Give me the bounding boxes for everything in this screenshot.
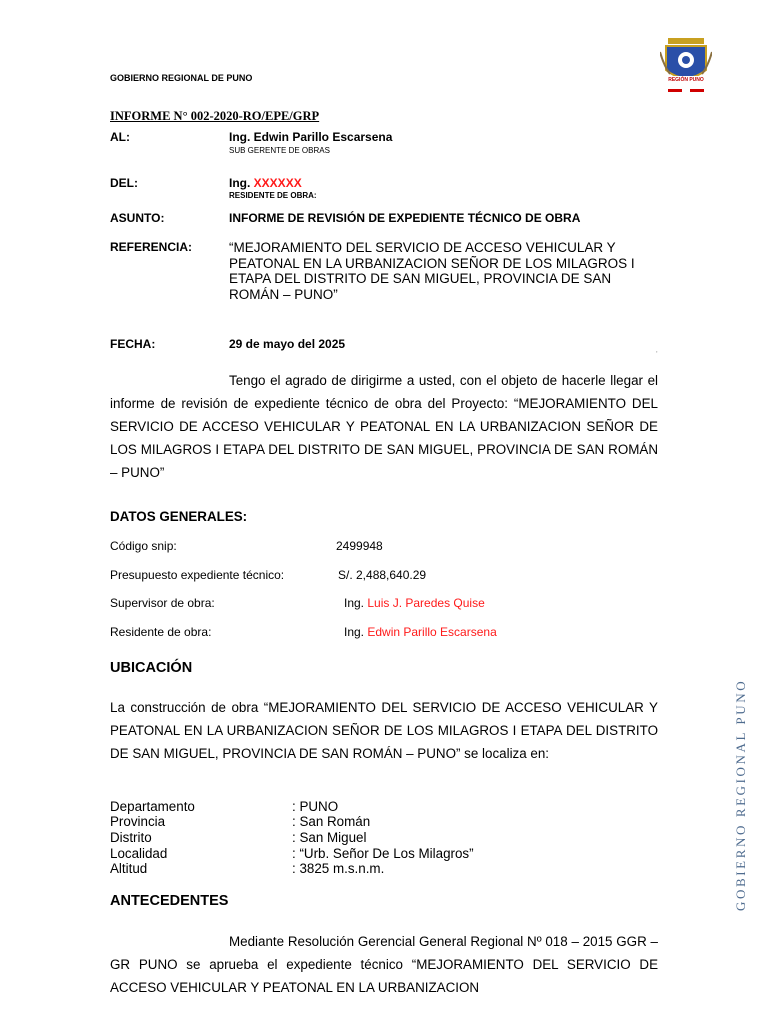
stray-mark: , [656, 348, 658, 354]
datos-row-snip-label: Código snip: [110, 539, 177, 553]
report-number: INFORME N° 002-2020-RO/EPE/GRP [110, 109, 320, 123]
residente-prefix: Ing. [344, 625, 365, 639]
loc-localidad-label: Localidad [110, 846, 168, 861]
organization-name: GOBIERNO REGIONAL DE PUNO [110, 73, 253, 83]
del-subtitle: RESIDENTE DE OBRA: [229, 191, 317, 200]
fecha-label: FECHA: [110, 337, 156, 351]
loc-departamento-label: Departamento [110, 799, 195, 814]
antecedentes-title: ANTECEDENTES [110, 893, 229, 909]
logo-label: REGIÓN PUNO [668, 77, 704, 83]
loc-provincia-value: : San Román [292, 814, 371, 829]
al-label: AL: [110, 130, 130, 144]
loc-distrito-value: : San Miguel [292, 830, 367, 845]
al-value: Ing. Edwin Parillo Escarsena [229, 130, 393, 144]
datos-row-residente-value [344, 625, 497, 639]
supervisor-name: Luis J. Paredes Quise [367, 596, 485, 610]
datos-row-presupuesto-label: Presupuesto expediente técnico: [110, 568, 285, 582]
region-puno-logo [660, 36, 712, 94]
side-vertical-text: GOBIERNO REGIONAL PUNO [733, 678, 748, 912]
loc-altitud-value: : 3825 m.s.n.m. [292, 861, 385, 876]
del-prefix: Ing. [229, 176, 251, 190]
loc-altitud-label: Altitud [110, 861, 148, 876]
datos-row-snip-value: 2499948 [336, 539, 383, 553]
loc-localidad-value: : “Urb. Señor De Los Milagros” [292, 846, 474, 861]
datos-row-presupuesto-value: S/. 2,488,640.29 [338, 568, 427, 582]
asunto-value: INFORME DE REVISIÓN DE EXPEDIENTE TÉCNICO DE OBRA [229, 211, 581, 225]
referencia-value: “MEJORAMIENTO DEL SERVICIO DE ACCESO VEHICULAR Y PEATONAL EN LA URBANIZACION SEÑOR DE LOS MILAGROS I ETAPA DEL DISTRITO DE SAN MIGUEL, PROVINCIA DE SAN ROMÁN – PUNO” [229, 240, 635, 302]
intro-paragraph: Tengo el agrado de dirigirme a usted, con el objeto de hacerle llegar el informe de revisión de expediente técnico de obra del Proyecto: “MEJORAMIENTO DEL SERVICIO DE ACCESO VEHICULAR Y PEATONAL EN LA URBANIZACION SEÑOR DE LOS MILAGROS I ETAPA DEL DISTRITO DE SAN MIGUEL, PROVINCIA DE SAN ROMÁN – PUNO” [110, 373, 658, 480]
datos-row-supervisor-value [344, 596, 485, 610]
supervisor-prefix: Ing. [344, 596, 365, 610]
datos-row-supervisor-label: Supervisor de obra: [110, 596, 215, 610]
referencia-label: REFERENCIA: [110, 240, 193, 254]
loc-provincia-label: Provincia [110, 814, 166, 829]
residente-name: Edwin Parillo Escarsena [367, 625, 497, 639]
ubicacion-title: UBICACIÓN [110, 660, 193, 676]
loc-departamento-value: : PUNO [292, 799, 339, 814]
del-value: XXXXXX [253, 176, 302, 190]
datos-generales-title: DATOS GENERALES: [110, 509, 248, 524]
ubicacion-paragraph: La construcción de obra “MEJORAMIENTO DEL SERVICIO DE ACCESO VEHICULAR Y PEATONAL EN LA URBANIZACION SEÑOR DE LOS MILAGROS I ETAPA DEL DISTRITO DE SAN MIGUEL, PROVINCIA DE SAN ROMÁN – PUNO” se localiza en: [110, 700, 658, 761]
fecha-value: 29 de mayo del 2025 [229, 337, 346, 351]
del-value-line [229, 176, 302, 190]
loc-distrito-label: Distrito [110, 830, 152, 845]
al-subtitle: SUB GERENTE DE OBRAS [229, 146, 330, 155]
asunto-label: ASUNTO: [110, 211, 165, 225]
antecedentes-paragraph: Mediante Resolución Gerencial General Regional Nº 018 – 2015 GGR – GR PUNO se aprueba el expediente técnico “MEJORAMIENTO DEL SERVICIO DE ACCESO VEHICULAR Y PEATONAL EN LA URBANIZACION [110, 934, 658, 995]
del-label: DEL: [110, 176, 138, 190]
datos-row-residente-label: Residente de obra: [110, 625, 212, 639]
